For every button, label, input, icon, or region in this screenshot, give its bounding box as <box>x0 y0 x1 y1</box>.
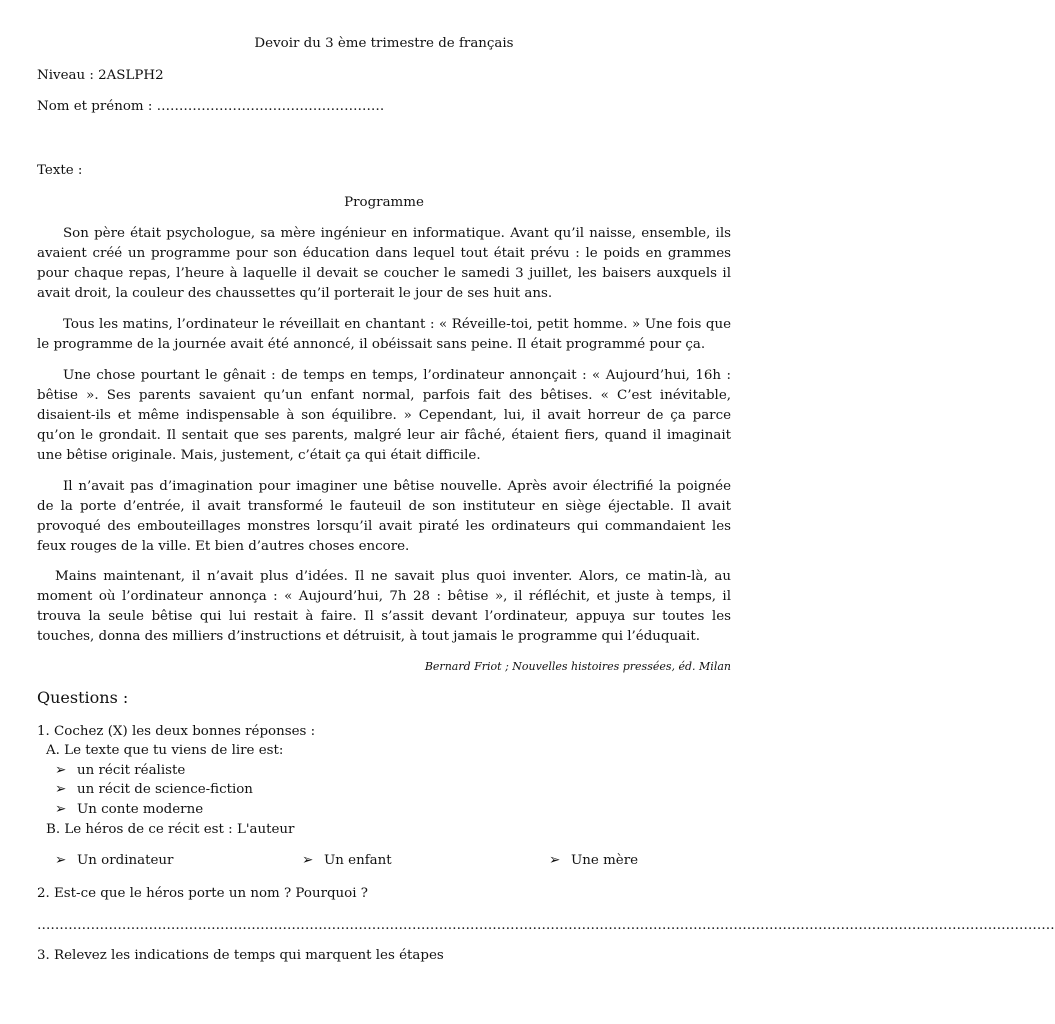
option-1b-3: ➢ Une mère <box>549 851 638 871</box>
paragraph-3: Une chose pourtant le gênait : de temps en temps, l’ordinateur annonçait : « Aujourd’hui, 16h : bêtise ». Ses parents savaient qu’un enfant normal, parfois fait des bêtises. « C’est inévitable, disaient-ils et même indispensable à son équilibre. » Cependant, lui, il avait horreur de ça parce qu’on le grondait. Il sentait que ses parents, malgré leur air fâché, étaient fiers, quand il imaginait une bêtise originale. Mais, justement, c’était ça qui était difficile. <box>37 368 731 463</box>
name-field: Nom et prénom : …………………………………………… <box>37 99 385 114</box>
option-1a-1: ➢ un récit réaliste <box>55 761 185 781</box>
question-2: 2. Est-ce que le héros porte un nom ? Pourquoi ? <box>37 886 368 901</box>
text-title: Programme <box>344 195 424 210</box>
arrow-bullet-icon: ➢ <box>302 853 314 868</box>
source-citation: Bernard Friot ; Nouvelles histoires pressées, éd. Milan <box>424 660 731 673</box>
questions-heading: Questions : <box>37 688 129 707</box>
answer-line: ………………………………………………………………………………………………………………………………………………………………………………………………………… <box>37 918 1055 933</box>
paragraph-5: Mains maintenant, il n’avait plus d’idées. Il ne savait plus quoi inventer. Alors, ce matin-là, au moment où l’ordinateur annonça : « Aujourd’hui, 7h 28 : bêtise », il réfléchit, et juste à temps, il trouva la seule bêtise qui lui restait à faire. Il s’assit devant l’ordinateur, appuya sur toutes les touches, donna des milliers d’instructions et détruisit, à tout jamais le programme qui l’éduquait. <box>37 569 731 644</box>
text-label: Texte : <box>37 163 83 178</box>
arrow-bullet-icon: ➢ <box>55 853 67 868</box>
paragraph-1: Son père était psychologue, sa mère ingénieur en informatique. Avant qu’il naisse, ensemble, ils avaient créé un programme pour son éducation dans lequel tout était prévu : le poids en grammes pour chaque repas, l’heure à laquelle il devait se coucher le samedi 3 juillet, les baisers auxquels il avait droit, la couleur des chaussettes qu’il porterait le jour de ses huit ans. <box>37 226 731 301</box>
question-3: 3. Relevez les indications de temps qui marquent les étapes <box>37 948 444 963</box>
document-title: Devoir du 3 ème trimestre de français <box>254 36 514 51</box>
option-1a-2: ➢ un récit de science-fiction <box>55 780 253 800</box>
arrow-bullet-icon: ➢ <box>55 802 67 817</box>
arrow-bullet-icon: ➢ <box>55 763 67 778</box>
question-1b: B. Le héros de ce récit est : L'auteur <box>46 822 295 837</box>
arrow-bullet-icon: ➢ <box>549 853 561 868</box>
option-1a-3: ➢ Un conte moderne <box>55 800 203 820</box>
question-1: 1. Cochez (X) les deux bonnes réponses : <box>37 724 316 739</box>
question-1a: A. Le texte que tu viens de lire est: <box>46 743 284 758</box>
option-1b-1: ➢ Un ordinateur <box>55 851 173 871</box>
paragraph-4: Il n’avait pas d’imagination pour imaginer une bêtise nouvelle. Après avoir électrifié la poignée de la porte d’entrée, il avait transformé le fauteuil de son instituteur en siège éjectable. Il avait provoqué des embouteillages monstres lorsqu’il avait piraté les ordinateurs qui commandaient les feux rouges de la ville. Et bien d’autres choses encore. <box>37 479 731 554</box>
document-page <box>37 0 1055 1024</box>
level-line: Niveau : 2ASLPH2 <box>37 68 164 83</box>
paragraph-2: Tous les matins, l’ordinateur le réveillait en chantant : « Réveille-toi, petit homme. » Une fois que le programme de la journée avait été annoncé, il obéissait sans peine. Il était programmé pour ça. <box>37 317 731 352</box>
option-1b-2: ➢ Un enfant <box>302 851 392 871</box>
arrow-bullet-icon: ➢ <box>55 782 67 797</box>
